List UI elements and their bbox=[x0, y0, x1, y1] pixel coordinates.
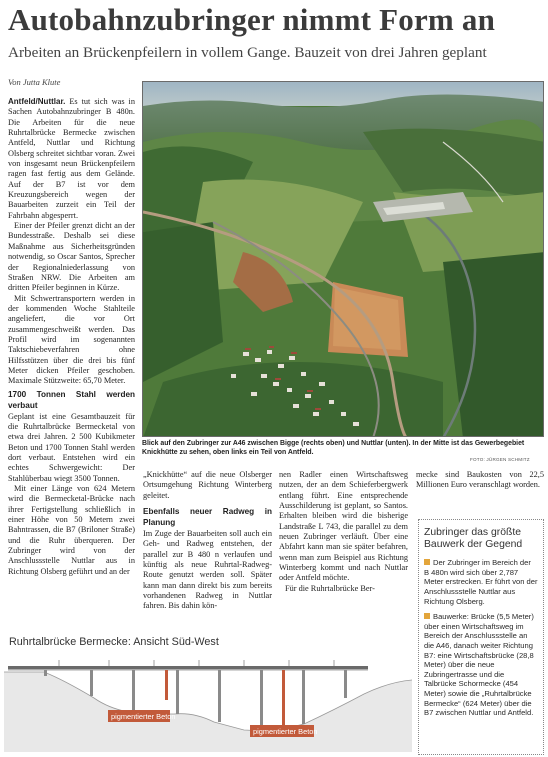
aerial-photo bbox=[142, 81, 544, 437]
paragraph: „Knickhütte“ auf die neue Olsberger Ortsumgehung Richtung Winterberg geleitet. bbox=[143, 470, 272, 500]
pillar-top-markers bbox=[59, 660, 334, 666]
subheading: 1700 Tonnen Stahl werden verbaut bbox=[8, 389, 135, 410]
info-box bbox=[418, 519, 544, 755]
paragraph: Im Zuge der Bauarbeiten soll auch ein Geh- und Radweg entstehen, der parallel zur B 480 n verlaufen und künftig als neue Ruhrtal-Radweg-Route genutzt werden soll. Später kann man dann direkt bis zum bereits vorhandenen Radweg in Nuttlar fahren. Bis dahin kön- bbox=[143, 529, 272, 611]
article-column-3 bbox=[279, 470, 408, 594]
paragraph: Einer der Pfeiler grenzt dicht an der Bundesstraße. Deshalb sei diese Maßnahme aus Sicherheitsgründen notwendig, so Oscar Santos, Sprecher der Regionalniederlassung von Straßen NRW. Die Arbeiten am dritten Pfeiler beginnen in Kürze. bbox=[8, 221, 135, 293]
info-box-item-text: Der Zubringer im Bereich der B 480n wird sich über 2,787 Meter erstrecken. Er führt von der Anschlussstelle Nuttlar aus Richtung Olsberg. bbox=[424, 558, 538, 606]
paragraph: mecke sind Baukosten von 22,5 Millionen Euro veranschlagt worden. bbox=[416, 470, 544, 490]
bullet-square-icon bbox=[424, 559, 430, 565]
info-box-item bbox=[424, 558, 538, 606]
aerial-photo-illustration bbox=[143, 82, 544, 437]
photo-caption: Blick auf den Zubringer zur A46 zwischen Bigge (rechts oben) und Nuttlar (unten). In der Mitte ist das Gewerbegebiet Knickhütte zu sehen, oben links ein Teil von Antfeld. bbox=[142, 440, 525, 456]
paragraph: nen Radler einen Wirtschaftsweg nutzen, der an dem Schieferbergwerk entlang führt. Eine entsprechende Ausschilderung ist geplant, so Santos. Erhalten bleiben wird die bisherige Landstraße L 743, die parallel zu dem neuen Zubringer verläuft. Über eine Abfahrt kann man sie später befahren, wenn man zum Beispiel aus Richtung Winterberg kommt und nach Nuttlar oder Antfeld möchte. bbox=[279, 470, 408, 583]
bridge-diagram-title: Ruhrtalbrücke Bermecke: Ansicht Süd-West bbox=[9, 636, 219, 648]
subheading: Ebenfalls neuer Radweg in Planung bbox=[143, 507, 272, 528]
article-column-2 bbox=[143, 470, 272, 612]
paragraph: Geplant ist eine Gesamtbauzeit für die Ruhrtalbrücke Bermecketal von etwa drei Jahren. 2 500 Kubikmeter Beton und 1700 Tonnen Stahl werden dort verbaut. Entstehen wird ein echtes Schwergewicht: Der Stahlüberbau wiegt 3500 Tonnen. bbox=[8, 411, 135, 483]
info-box-title: Zubringer das größte Bauwerk der Gegend bbox=[424, 527, 523, 550]
bridge-elevation-drawing bbox=[4, 650, 412, 752]
headline: Autobahnzubringer nimmt Form an bbox=[8, 2, 496, 37]
byline: Von Jutta Klute bbox=[8, 77, 61, 87]
article-column-4 bbox=[416, 470, 544, 491]
subheadline: Arbeiten an Brückenpfeilern in vollem Gange. Bauzeit von drei Jahren geplant bbox=[8, 44, 487, 61]
concrete-label: pigmentierter Beton bbox=[253, 727, 318, 736]
info-box-item-text: Bauwerke: Brücke (5,5 Meter) über einen Wirtschaftsweg im Bereich der Anschlussstelle an die A46, danach weiter Richtung B7: eine Wirtschaftsbrücke (28,8 Meter) über die neue Zubringertrasse und die Talbrücke Schormecke (454 Meter) sowie die „Ruhrtalbrücke Bermecke“ (624 Meter) über die B7 zwischen Nuttlar und Antfeld. bbox=[424, 612, 534, 718]
article-column-1 bbox=[8, 97, 135, 577]
bridge-diagram bbox=[4, 650, 412, 752]
paragraph bbox=[8, 97, 135, 221]
photo-credit: FOTO: JÜRGEN SCHMITZ bbox=[470, 457, 530, 462]
dateline: Antfeld/Nuttlar. bbox=[8, 97, 66, 106]
info-box-item bbox=[424, 612, 538, 718]
concrete-label: pigmentierter Beton bbox=[111, 712, 176, 721]
paragraph: Für die Ruhrtalbrücke Ber- bbox=[285, 583, 375, 593]
paragraph: Mit einer Länge von 624 Metern wird die Bermecketal-Brücke nach ihrer Fertigstellung schließlich in einer Höhe von 50 Metern zwei Bahntrassen, die B7 (Briloner Straße) und die Ruhr überqueren. Der Zubringer wird von der Anschlussstelle Nuttlar aus in Richtung Olsberg geführt und an der bbox=[8, 484, 135, 576]
paragraph-text: Es tut sich was in Sachen Autobahnzubringer B 480n. Die Arbeiten für die neue Ruhrtalbrücke Bermecke zwischen Antfeld, Nuttlar und Richtung Olsberg schreitet sichtbar voran. Zwei von insgesamt neun Brückenpfeilern ragen fast fertig aus dem Gelände. Auf der B7 ist vor dem Kreuzungsbereich wegen der Bauarbeiten zurzeit ein Teil der Fahrbahn abgesperrt. bbox=[8, 97, 135, 220]
bullet-square-icon bbox=[424, 613, 430, 619]
paragraph: Mit Schwertransportern werden in der kommenden Woche Stahlteile angeliefert, die vor Ort zusammengeschweißt werden. Das Profil wird im sogenannten Taktschiebeverfahren ohne Hilfsstützen über die drei bis fünf Meter dicken Pfeiler geschoben. Maximale Stützweite: 65,70 Meter. bbox=[8, 293, 135, 386]
